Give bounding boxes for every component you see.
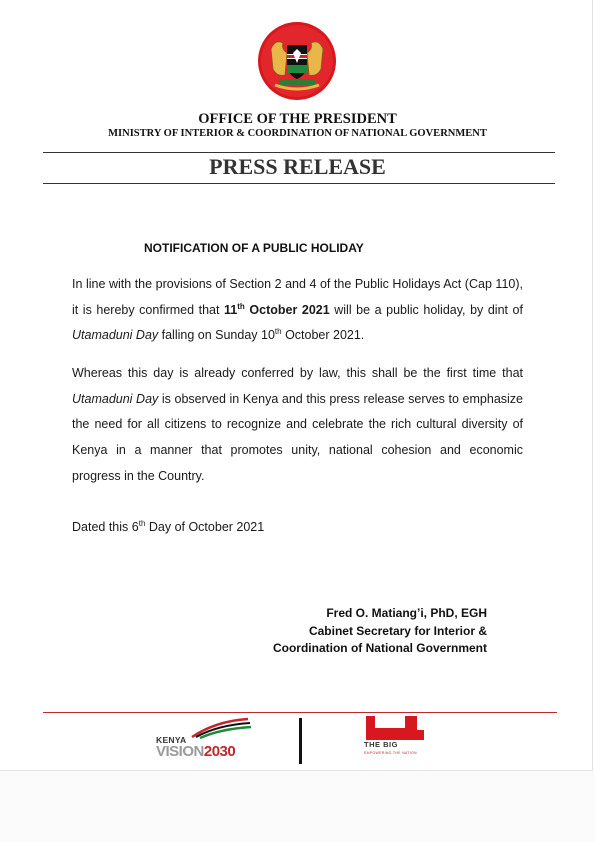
- signatory-title-line-1: Cabinet Secretary for Interior &: [308, 623, 487, 638]
- vision-logo-vision: VISION: [156, 743, 204, 760]
- footer-logo-separator: [299, 718, 302, 764]
- office-title: OFFICE OF THE PRESIDENT: [198, 111, 397, 127]
- p2-text-b: is observed in Kenya and this press release serves to emphasize the need for all citizens to recognize and celebrate the rich cultural diversity of Kenya in a manner that promotes unity, national cohesion and economic progress in the Country.: [72, 391, 523, 483]
- dated-line: [72, 520, 264, 534]
- p2-text-a: Whereas this day is already conferred by law, this shall be the first time that: [72, 366, 523, 380]
- vision-logo-kenya: KENYA: [156, 735, 187, 745]
- dated-text-b: Day of October 2021: [145, 520, 265, 534]
- header-rule-bottom: [43, 183, 555, 184]
- holiday-date: [224, 303, 330, 317]
- signatory-title-line-2: Coordination of National Government: [272, 641, 487, 655]
- signature-block: [273, 605, 487, 658]
- paragraph-2: [72, 361, 523, 490]
- kenya-vision-2030-logo: [150, 717, 260, 761]
- holiday-date-day: 11: [224, 302, 238, 317]
- header-rule-top: [43, 152, 555, 153]
- p1-holiday-name: Utamaduni Day: [72, 328, 159, 343]
- vision-logo-year: 2030: [203, 743, 236, 760]
- footer-divider: [43, 712, 557, 713]
- press-release-title: PRESS RELEASE: [209, 154, 386, 179]
- viewer-background: [0, 771, 595, 842]
- p2-holiday-name: Utamaduni Day: [72, 391, 159, 406]
- vision-logo-text: [156, 743, 235, 760]
- dated-suffix: th: [138, 518, 146, 528]
- big-four-text: THE BIG: [364, 740, 398, 749]
- p1-text-d: October 2021.: [281, 328, 365, 343]
- big-four-numeral-icon: [366, 716, 424, 740]
- vision-swoosh-icon: [190, 717, 252, 739]
- p1-date-suffix: th: [274, 327, 282, 337]
- notification-heading: NOTIFICATION OF A PUBLIC HOLIDAY: [144, 241, 364, 255]
- p1-text-b: will be a public holiday, by dint of: [329, 302, 523, 317]
- signatory-name: Fred O. Matiang’i, PhD, EGH: [326, 606, 487, 620]
- holiday-date-suffix: th: [237, 301, 245, 311]
- dated-text-a: Dated this 6: [72, 520, 139, 534]
- big-four-logo: [362, 716, 426, 762]
- holiday-date-month: October 2021: [244, 302, 330, 317]
- big-four-tagline: EMPOWERING THE NATION: [364, 751, 417, 755]
- ministry-title: MINISTRY OF INTERIOR & COORDINATION OF NATIONAL GOVERNMENT: [108, 128, 487, 139]
- paragraph-1: [72, 272, 523, 349]
- p1-text-c: falling on Sunday 10: [158, 328, 275, 343]
- p1-text-a: In line with the provisions of Section 2 and 4 of the Public Holidays Act (Cap 110), it is hereby confirmed that: [72, 277, 523, 317]
- coat-of-arms-seal: [257, 21, 337, 101]
